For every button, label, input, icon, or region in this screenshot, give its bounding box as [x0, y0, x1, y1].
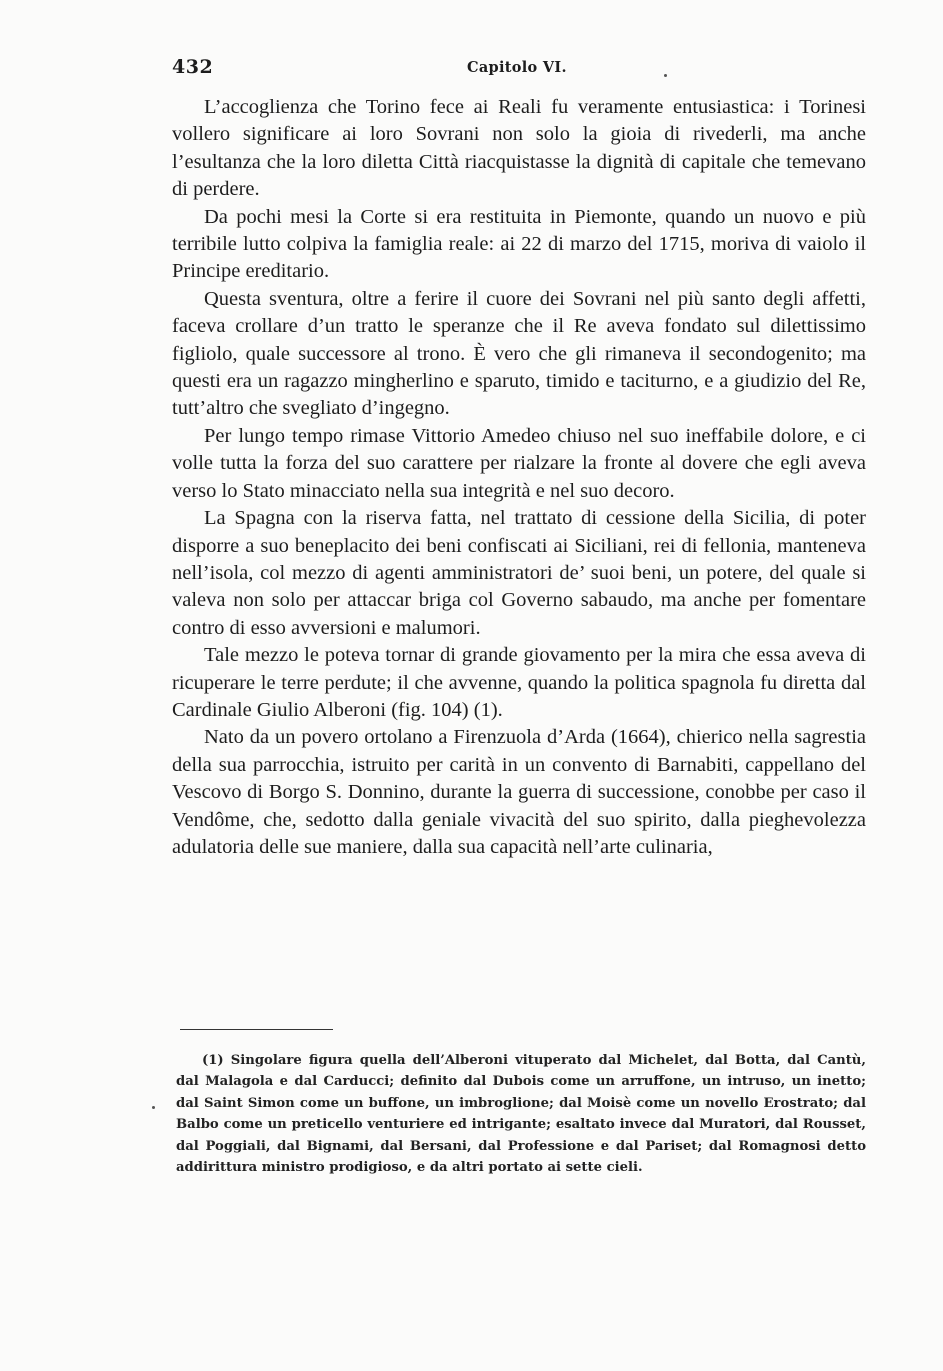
paragraph: La Spagna con la riserva fatta, nel trattato di cessione della Sicilia, di poter disporre a suo beneplacito dei beni confiscati ai Siciliani, rei di fellonia, manteneva nell’isola, col mezzo di agenti amministratori de’ suoi beni, un potere, del quale si valeva non solo per attaccar briga col Governo sabaudo, ma anche per fomentare contro di esso avversioni e malumori.: [172, 507, 866, 639]
paragraph: L’accoglienza che Torino fece ai Reali fu veramente entusiastica: i Torinesi vollero significare ai loro Sovrani non solo la gioia di rivederli, ma anche l’esultanza che la loro diletta Città riacquistasse la dignità di capitale che temevano di perdere.: [172, 96, 866, 201]
body-text: [172, 94, 866, 861]
scan-speck: [152, 1106, 155, 1109]
page-number: 432: [172, 56, 214, 78]
paragraph: Tale mezzo le poteva tornar di grande giovamento per la mira che essa aveva di ricuperare le terre perdute; il che avvenne, quando la politica spagnola fu diretta dal Cardinale Giulio Alberoni (fig. 104) (1).: [172, 644, 866, 721]
footnote: (1) Singolare figura quella dell’Alberoni vituperato dal Michelet, dal Botta, dal Cantù, dal Malagola e dal Carducci; definito dal Dubois come un arruffone, un intruso, un inetto; dal Saint Simon come un buffone, un imbroglione; dal Moisè come un novello Erostrato; dal Balbo come un preticello venturiere ed intrigante; esaltato invece dal Muratori, dal Rousset, dal Poggiali, dal Bignami, dal Bersani, dal Professione e dal Pariset; dal Romagnosi detto addirittura ministro prodigioso, e da altri portato ai sette cieli.: [176, 1053, 866, 1176]
paragraph: Questa sventura, oltre a ferire il cuore dei Sovrani nel più santo degli affetti, faceva crollare d’un tratto le speranze che il Re aveva fondato sul dilettissimo figliolo, quale successore al trono. È vero che gli rimaneva il secondogenito; ma questi era un ragazzo mingherlino e sparuto, timido e taciturno, e a giudizio del Re, tutt’altro che svegliato d’ingegno.: [172, 287, 866, 420]
footnote-separator: [180, 1029, 333, 1030]
paragraph: Da pochi mesi la Corte si era restituita in Piemonte, quando un nuovo e più terribile lutto colpiva la famiglia reale: ai 22 di marzo del 1715, moriva di vaiolo il Principe ereditario.: [172, 205, 866, 283]
paragraph: Per lungo tempo rimase Vittorio Amedeo chiuso nel suo ineffabile dolore, e ci volle tutta la forza del suo carattere per rialzare la fronte al dovere che egli aveva verso lo Stato minacciato nella sua integrità e nel suo decoro.: [172, 424, 866, 502]
page-header: [172, 56, 866, 82]
running-head: Capitolo VI.: [467, 59, 567, 76]
paragraph: Nato da un povero ortolano a Firenzuola d’Arda (1664), chierico nella sagrestia della sua parrocchia, istruito per carità in un convento di Barnabiti, cappellano del Vescovo di Borgo S. Donnino, durante la guerra di successione, conobbe per caso il Vendôme, che, sedotto dalla geniale vivacità del suo spirito, dalla pieghevolezza adulatoria delle sue maniere, dalla sua capacità nell’arte culinaria,: [172, 726, 866, 858]
scan-speck: [664, 74, 667, 77]
